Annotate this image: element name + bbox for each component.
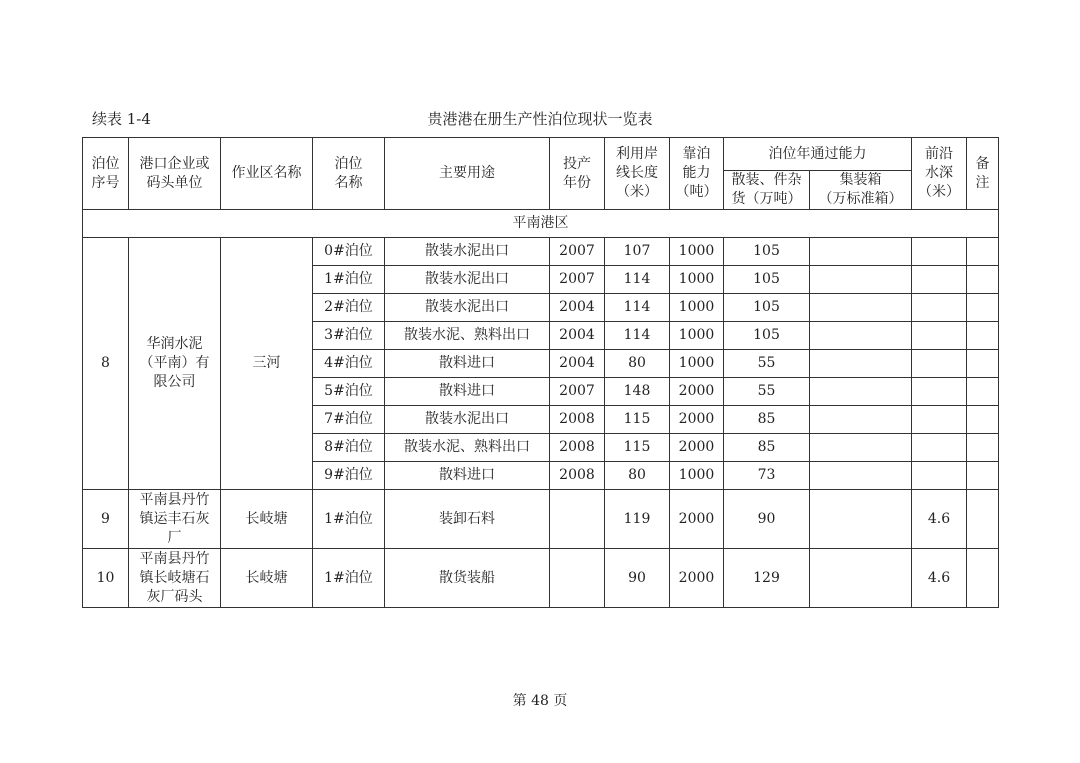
capacity-cell: 1000 — [670, 294, 724, 322]
company-cell: 华润水泥 （平南）有 限公司 — [129, 238, 221, 490]
header-year: 投产 年份 — [550, 138, 605, 210]
depth-cell — [912, 462, 967, 490]
table-label: 续表 1-4 — [92, 110, 151, 128]
remark-cell — [967, 462, 999, 490]
length-cell: 80 — [605, 350, 670, 378]
depth-cell — [912, 350, 967, 378]
length-cell: 107 — [605, 238, 670, 266]
section-row — [83, 210, 999, 238]
remark-cell — [967, 378, 999, 406]
container-cell — [810, 294, 912, 322]
container-cell — [810, 490, 912, 549]
header-depth: 前沿 水深 （米） — [912, 138, 967, 210]
company-cell: 平南县丹竹 镇运丰石灰 厂 — [129, 490, 221, 549]
depth-cell — [912, 378, 967, 406]
year-cell: 2008 — [550, 462, 605, 490]
container-cell — [810, 549, 912, 608]
depth-cell — [912, 434, 967, 462]
bulk-cell: 105 — [724, 294, 810, 322]
berth-cell: 8#泊位 — [313, 434, 385, 462]
area-cell: 长岐塘 — [221, 549, 313, 608]
header-row — [83, 138, 999, 171]
header-capacity: 靠泊 能力 （吨） — [670, 138, 724, 210]
year-cell: 2004 — [550, 350, 605, 378]
length-cell: 115 — [605, 406, 670, 434]
container-cell — [810, 406, 912, 434]
remark-cell — [967, 549, 999, 608]
table-title: 贵港港在册生产性泊位现状一览表 — [427, 110, 653, 128]
usage-cell: 散料进口 — [385, 462, 550, 490]
depth-cell — [912, 406, 967, 434]
bulk-cell: 105 — [724, 266, 810, 294]
remark-cell — [967, 350, 999, 378]
capacity-cell: 2000 — [670, 434, 724, 462]
bulk-cell: 90 — [724, 490, 810, 549]
header-remark: 备 注 — [967, 138, 999, 210]
depth-cell — [912, 238, 967, 266]
remark-cell — [967, 266, 999, 294]
container-cell — [810, 238, 912, 266]
usage-cell: 散装水泥、熟料出口 — [385, 434, 550, 462]
header-usage: 主要用途 — [385, 138, 550, 210]
capacity-cell: 1000 — [670, 238, 724, 266]
capacity-cell: 2000 — [670, 378, 724, 406]
berth-cell: 3#泊位 — [313, 322, 385, 350]
header-throughput: 泊位年通过能力 — [724, 138, 912, 171]
container-cell — [810, 322, 912, 350]
bulk-cell: 55 — [724, 378, 810, 406]
berth-cell: 1#泊位 — [313, 266, 385, 294]
length-cell: 119 — [605, 490, 670, 549]
section-title: 平南港区 — [83, 210, 999, 238]
area-cell: 长岐塘 — [221, 490, 313, 549]
year-cell: 2004 — [550, 294, 605, 322]
berth-cell: 7#泊位 — [313, 406, 385, 434]
header-seq: 泊位 序号 — [83, 138, 129, 210]
header-company: 港口企业或 码头单位 — [129, 138, 221, 210]
depth-cell: 4.6 — [912, 549, 967, 608]
header-area: 作业区名称 — [221, 138, 313, 210]
depth-cell: 4.6 — [912, 490, 967, 549]
berth-cell: 5#泊位 — [313, 378, 385, 406]
year-cell: 2008 — [550, 434, 605, 462]
table-row — [83, 238, 999, 266]
seq-cell: 9 — [83, 490, 129, 549]
usage-cell: 散料进口 — [385, 350, 550, 378]
length-cell: 90 — [605, 549, 670, 608]
usage-cell: 散装水泥出口 — [385, 238, 550, 266]
remark-cell — [967, 238, 999, 266]
company-cell: 平南县丹竹 镇长岐塘石 灰厂码头 — [129, 549, 221, 608]
length-cell: 114 — [605, 294, 670, 322]
length-cell: 114 — [605, 266, 670, 294]
usage-cell: 装卸石料 — [385, 490, 550, 549]
usage-cell: 散装水泥出口 — [385, 294, 550, 322]
capacity-cell: 1000 — [670, 350, 724, 378]
usage-cell: 散装水泥出口 — [385, 266, 550, 294]
bulk-cell: 105 — [724, 238, 810, 266]
depth-cell — [912, 266, 967, 294]
capacity-cell: 2000 — [670, 549, 724, 608]
berth-cell: 9#泊位 — [313, 462, 385, 490]
bulk-cell: 85 — [724, 434, 810, 462]
container-cell — [810, 378, 912, 406]
area-cell: 三河 — [221, 238, 313, 490]
capacity-cell: 1000 — [670, 322, 724, 350]
berth-cell: 2#泊位 — [313, 294, 385, 322]
table-row — [83, 490, 999, 549]
remark-cell — [967, 434, 999, 462]
year-cell — [550, 490, 605, 549]
year-cell: 2008 — [550, 406, 605, 434]
bulk-cell: 85 — [724, 406, 810, 434]
year-cell — [550, 549, 605, 608]
remark-cell — [967, 406, 999, 434]
header-container: 集装箱 （万标准箱） — [810, 171, 912, 210]
year-cell: 2007 — [550, 266, 605, 294]
header-bulk: 散装、件杂 货（万吨） — [724, 171, 810, 210]
depth-cell — [912, 294, 967, 322]
bulk-cell: 129 — [724, 549, 810, 608]
capacity-cell: 1000 — [670, 266, 724, 294]
table-row — [83, 549, 999, 608]
berth-cell: 1#泊位 — [313, 490, 385, 549]
length-cell: 80 — [605, 462, 670, 490]
depth-cell — [912, 322, 967, 350]
capacity-cell: 1000 — [670, 462, 724, 490]
seq-cell: 8 — [83, 238, 129, 490]
header-length: 利用岸 线长度 （米） — [605, 138, 670, 210]
container-cell — [810, 266, 912, 294]
length-cell: 148 — [605, 378, 670, 406]
remark-cell — [967, 322, 999, 350]
container-cell — [810, 350, 912, 378]
remark-cell — [967, 490, 999, 549]
bulk-cell: 105 — [724, 322, 810, 350]
seq-cell: 10 — [83, 549, 129, 608]
year-cell: 2004 — [550, 322, 605, 350]
header-berth: 泊位 名称 — [313, 138, 385, 210]
berth-cell: 1#泊位 — [313, 549, 385, 608]
year-cell: 2007 — [550, 378, 605, 406]
length-cell: 114 — [605, 322, 670, 350]
bulk-cell: 55 — [724, 350, 810, 378]
capacity-cell: 2000 — [670, 406, 724, 434]
berth-cell: 0#泊位 — [313, 238, 385, 266]
berth-table — [82, 137, 999, 608]
usage-cell: 散货装船 — [385, 549, 550, 608]
container-cell — [810, 462, 912, 490]
page-number: 第 48 页 — [512, 693, 568, 709]
container-cell — [810, 434, 912, 462]
bulk-cell: 73 — [724, 462, 810, 490]
length-cell: 115 — [605, 434, 670, 462]
capacity-cell: 2000 — [670, 490, 724, 549]
berth-cell: 4#泊位 — [313, 350, 385, 378]
remark-cell — [967, 294, 999, 322]
usage-cell: 散装水泥、熟料出口 — [385, 322, 550, 350]
year-cell: 2007 — [550, 238, 605, 266]
usage-cell: 散装水泥出口 — [385, 406, 550, 434]
usage-cell: 散料进口 — [385, 378, 550, 406]
